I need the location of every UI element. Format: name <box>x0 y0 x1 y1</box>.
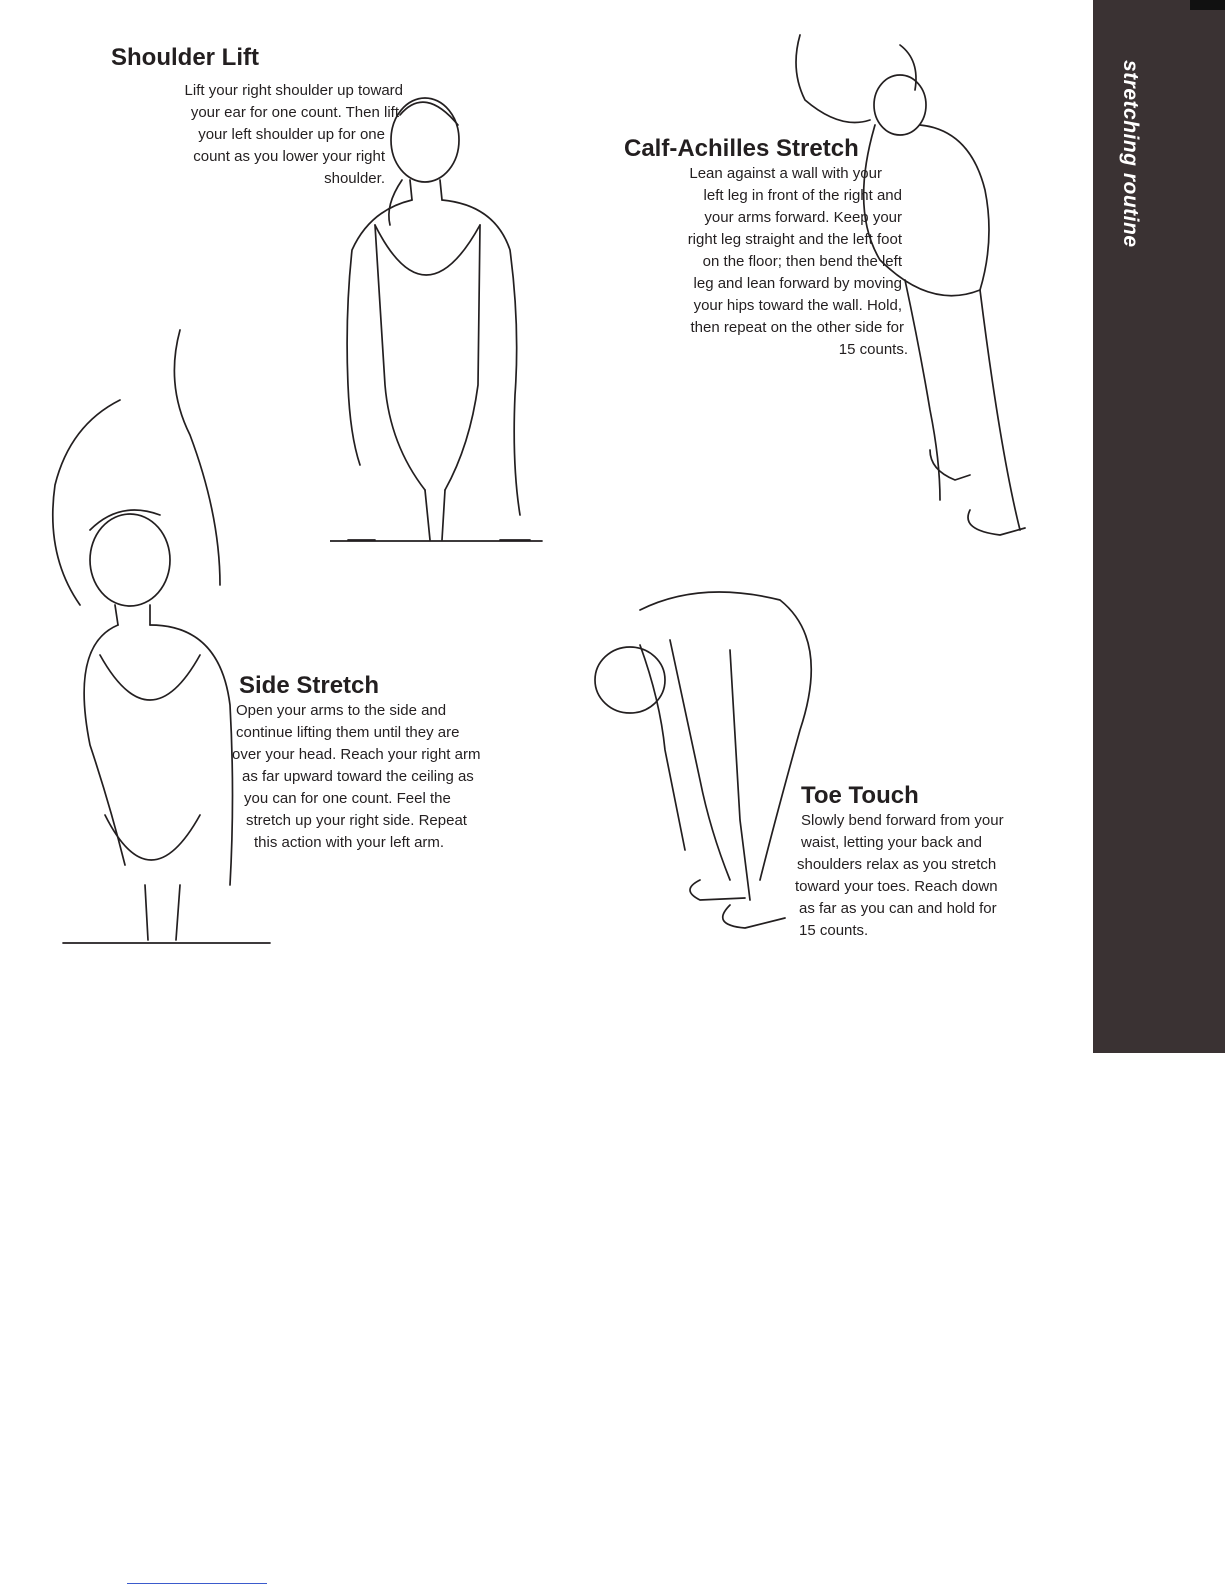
section-tab-label: stretching routine <box>1119 60 1142 248</box>
text-line: this action with your left arm. <box>254 834 445 851</box>
text-line: stretch up your right side. Repeat <box>246 812 467 829</box>
text-line: 15 counts. <box>799 922 869 939</box>
text-line: your hips toward the wall. Hold, <box>693 297 902 314</box>
text-line: over your head. Reach your right arm <box>232 746 481 763</box>
text-line: Lean against a wall with your <box>689 165 882 182</box>
calf-achilles-figure <box>780 30 1040 555</box>
text-line: your left shoulder up for one <box>198 126 385 143</box>
text-line: as far as you can and hold for <box>799 900 997 917</box>
toe-touch-title: Toe Touch <box>801 782 919 809</box>
text-line: on the floor; then bend the left <box>702 253 902 270</box>
calf-achilles-title: Calf-Achilles Stretch <box>624 135 859 162</box>
text-line: right leg straight and the left foot <box>687 231 902 248</box>
text-line: toward your toes. Reach down <box>795 878 998 895</box>
text-line: you can for one count. Feel the <box>244 790 451 807</box>
page-edge-line <box>127 1583 267 1584</box>
text-line: then repeat on the other side for <box>690 319 904 336</box>
text-line: continue lifting them until they are <box>236 724 460 741</box>
text-line: your arms forward. Keep your <box>704 209 902 226</box>
text-line: shoulders relax as you stretch <box>797 856 997 873</box>
text-line: shoulder. <box>324 170 385 187</box>
shoulder-lift-figure <box>330 85 545 545</box>
shoulder-lift-title: Shoulder Lift <box>111 44 259 71</box>
text-line: Slowly bend forward from your <box>801 812 1004 829</box>
text-line: as far upward toward the ceiling as <box>242 768 474 785</box>
text-line: 15 counts. <box>838 341 908 358</box>
text-line: your ear for one count. Then lift <box>190 104 399 121</box>
text-line: Lift your right shoulder up toward <box>184 82 403 99</box>
text-line: leg and lean forward by moving <box>693 275 902 292</box>
toe-touch-text <box>793 810 1073 942</box>
side-stretch-text <box>230 700 550 854</box>
side-stretch-title: Side Stretch <box>239 672 380 699</box>
text-line: left leg in front of the right and <box>703 187 902 204</box>
corner-mark <box>1190 0 1225 10</box>
side-stretch-figure <box>30 325 275 950</box>
text-line: Open your arms to the side and <box>236 702 447 719</box>
text-line: count as you lower your right <box>193 148 385 165</box>
text-line: waist, letting your back and <box>801 834 982 851</box>
